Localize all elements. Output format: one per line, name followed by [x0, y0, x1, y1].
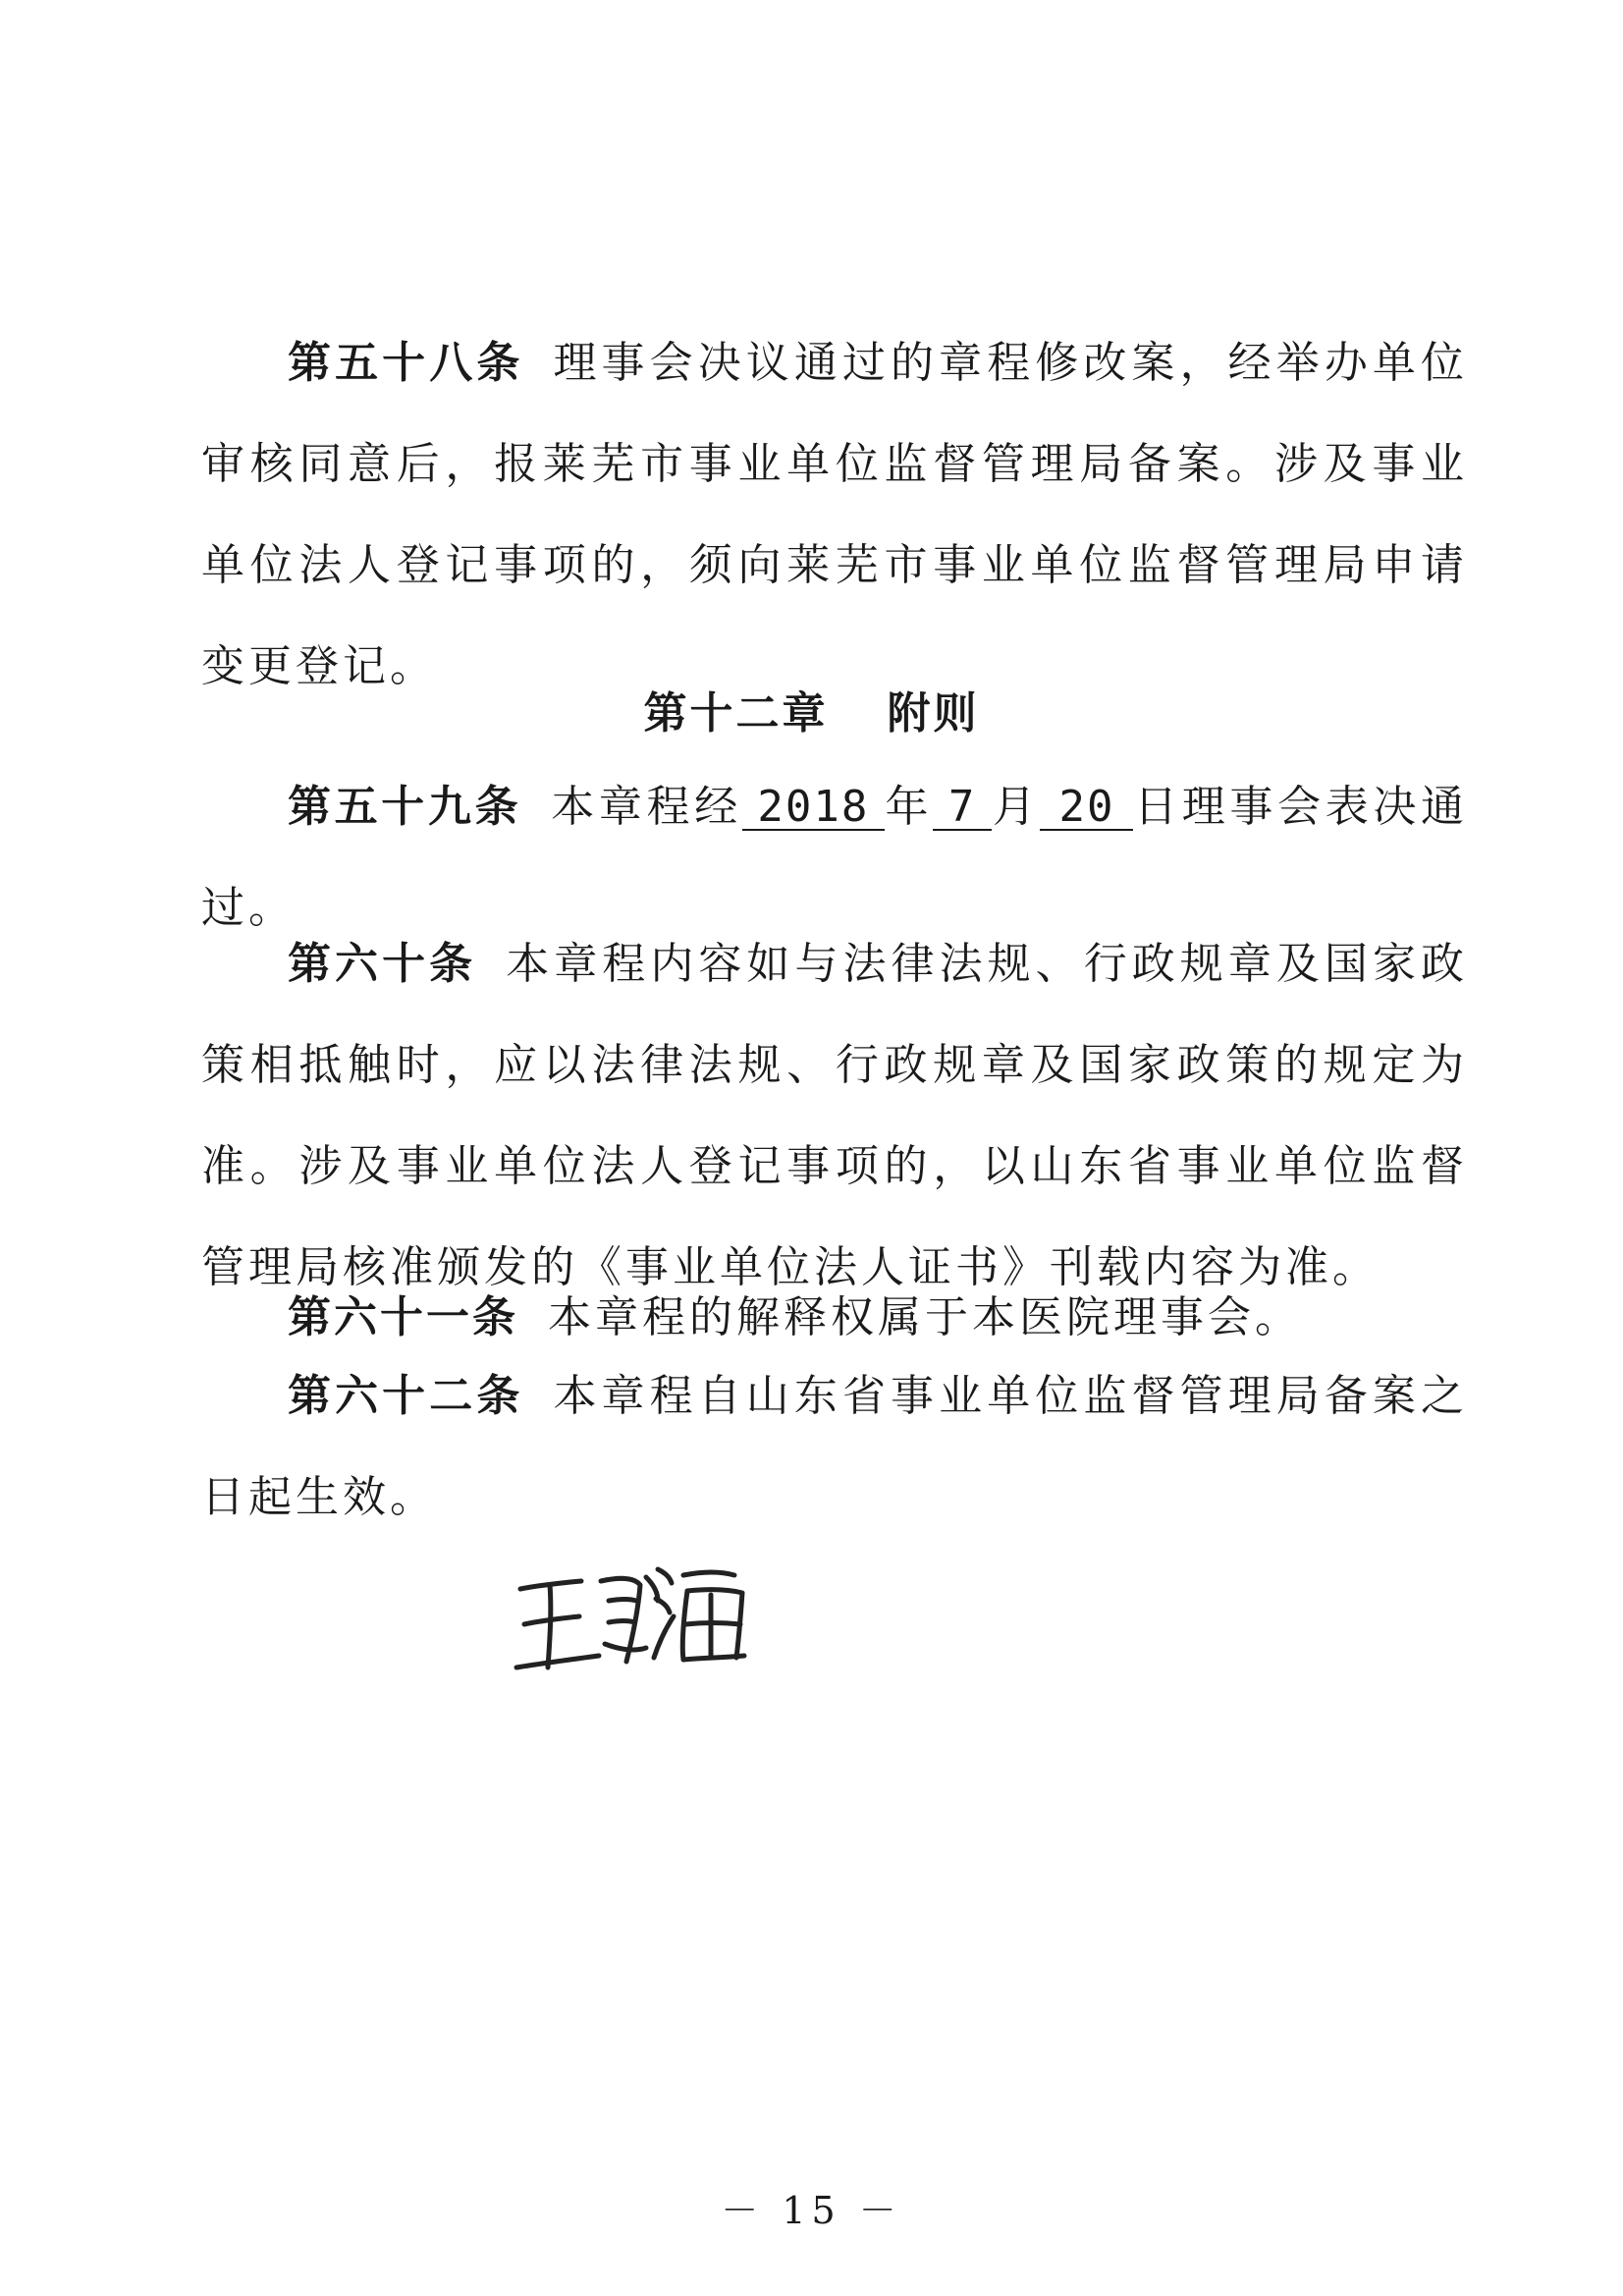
article-61-label: 第六十一条	[288, 1292, 518, 1342]
article-59-prefix: 本章程经	[551, 782, 742, 832]
article-62	[201, 1345, 1468, 1548]
article-62-label: 第六十二条	[288, 1371, 524, 1421]
month-unit: 月	[992, 782, 1041, 832]
article-58-label: 第五十八条	[288, 338, 524, 388]
article-60-text: 本章程内容如与法律法规、行政规章及国家政策相抵触时，应以法律法规、行政规章及国家政策的规定为准。涉及事业单位法人登记事项的，以山东省事业单位监督管理局核准颁发的《事业单位法人证书》刊载内容为准。	[201, 939, 1469, 1292]
article-59-label: 第五十九条	[288, 782, 522, 832]
chapter-name: 附则	[887, 688, 980, 738]
article-60-label: 第六十条	[288, 939, 477, 989]
chapter-title: 第十二章	[643, 688, 829, 738]
year-unit: 年	[884, 782, 934, 832]
page-number: － 15 －	[721, 2189, 902, 2232]
article-61-text: 本章程的解释权属于本医院理事会。	[548, 1292, 1302, 1342]
article-62-text: 本章程自山东省事业单位监督管理局备案之日起生效。	[201, 1371, 1469, 1522]
chapter-heading	[0, 678, 1623, 740]
article-59-suffix: 日理事会表决通过。	[201, 782, 1469, 933]
handwritten-signature	[511, 1542, 766, 1689]
month-blank: 7	[933, 786, 992, 831]
article-58	[201, 312, 1468, 717]
year-blank: 2018	[742, 786, 885, 831]
day-blank: 20	[1040, 786, 1133, 831]
article-58-text: 理事会决议通过的章程修改案，经举办单位审核同意后，报莱芜市事业单位监督管理局备案。涉及事业单位法人登记事项的，须向莱芜市事业单位监督管理局申请变更登记。	[201, 338, 1469, 691]
article-60	[201, 913, 1468, 1318]
